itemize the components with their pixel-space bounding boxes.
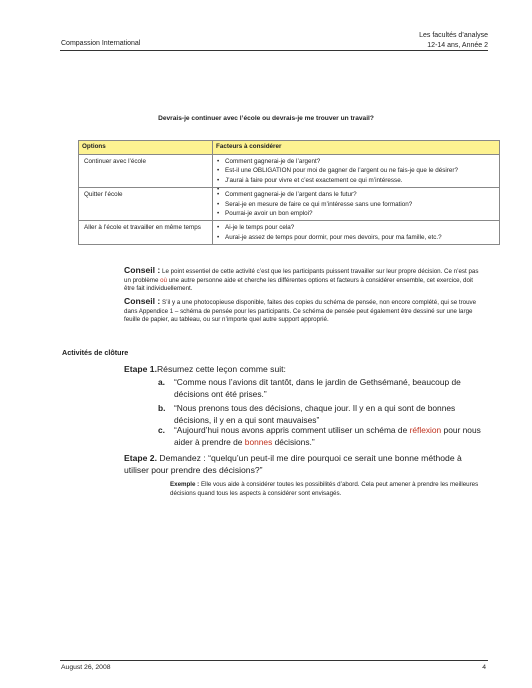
page-number: 4: [482, 664, 486, 671]
table-row: [79, 155, 500, 188]
example-paragraph: [170, 481, 490, 498]
table-row: [79, 188, 500, 221]
header-title-line2: 12-14 ans, Année 2: [427, 41, 488, 49]
tip-paragraph: [124, 266, 484, 294]
tip-text: une autre personne aide et cherche les différentes options et facteurs à considérer ensemble, cet exercice, doit être fait individuellement.: [124, 276, 474, 293]
step-text: Demandez : “quelqu’un peut-il me dire pourquoi ce serait une bonne méthode à utiliser pour prendre des décisions?”: [124, 453, 462, 476]
step-label: Etape 2.: [124, 453, 157, 463]
table-row: [79, 221, 500, 245]
option-cell: Continuer avec l’école: [79, 155, 213, 188]
step-2: [124, 452, 484, 477]
factor-item: • Pourrai-je avoir un bon emploi?: [216, 209, 496, 218]
list-item-text: “Aujourd’hui nous avons appris comment utiliser un schéma de réflexion pour nous aider à prendre de bonnes décisions.”: [174, 425, 481, 448]
list-item-text: “Nous prenons tous des décisions, chaque jour. Il y en a qui sont de bonnes décisions, il y en a qui sont mauvaises”: [174, 403, 456, 426]
options-table: [78, 140, 500, 245]
section-title: Activités de clôture: [62, 348, 129, 357]
header-organization: Compassion International: [61, 40, 141, 47]
factor-item: • J’aurai à faire pour vivre et c’est exactement ce qui m’intéresse.: [216, 176, 496, 185]
factor-item: • Ai-je le temps pour cela?: [216, 223, 496, 232]
example-text: Elle vous aide à considérer toutes les possibilités d’abord. Cela peut amener à prendre les meilleures décisions quand tous les aspects à considérer sont envisagés.: [170, 481, 479, 497]
list-item: [158, 376, 484, 401]
header-title-line1: Les facultés d’analyse: [419, 32, 488, 39]
list-item-letter: a.: [158, 377, 165, 387]
tip-label: Conseil :: [124, 265, 161, 275]
footer-date: August 26, 2008: [61, 664, 111, 671]
highlight-word: bonnes: [244, 437, 273, 448]
header-rule: [60, 50, 488, 51]
option-cell: Quitter l’école: [79, 188, 213, 221]
factors-cell: [213, 155, 500, 188]
header-title: [419, 31, 488, 50]
highlight-word: réflexion: [409, 425, 442, 435]
footer-rule: [60, 660, 488, 661]
list-item-letter: c.: [158, 425, 165, 435]
list-item-text: “Comme nous l’avions dit tantôt, dans le jardin de Gethsémané, beaucoup de décisions ont été prises.”: [174, 377, 461, 400]
column-header-factors: Facteurs à considérer: [213, 141, 500, 155]
factors-cell: [213, 188, 500, 221]
table-header-row: [79, 141, 500, 155]
example-label: Exemple :: [170, 481, 200, 488]
step-label: Etape 1.: [124, 364, 157, 374]
factor-item: • Comment gagnerai-je de l’argent dans le futur?: [216, 190, 496, 199]
factor-item: • Est-il une OBLIGATION pour moi de gagner de l’argent ou ne fais-je que le désirer?: [216, 166, 496, 175]
list-item: [158, 424, 484, 449]
factor-item: • Aurai-je assez de temps pour dormir, pour mes devoirs, pour ma famille, etc.?: [216, 233, 496, 242]
document-title: Devrais-je continuer avec l’école ou devrais-je me trouver un travail?: [158, 115, 374, 122]
column-header-options: Options: [79, 141, 213, 155]
tip-text: Le point essentiel de cette activité c’est que les participants puissent travailler sur leur propre décision. Ce n’est pas un problème: [124, 268, 479, 284]
tip-paragraph: [124, 297, 484, 325]
option-cell: Aller à l’école et travailler en même temps: [79, 221, 213, 245]
step-1: [124, 364, 286, 374]
list-item-letter: b.: [158, 403, 166, 413]
tip-label: Conseil :: [124, 296, 161, 306]
tip-text-highlight: où: [160, 276, 168, 284]
factor-item: • Comment gagnerai-je de l’argent?: [216, 157, 496, 166]
tip-text: S’il y a une photocopieuse disponible, faites des copies du schéma de pensée, non encore complété, qui se trouve dans Appendice 1 – schéma de pensée pour les participants. Ce schéma de pensée peut également être dessiné sur une large feuille de papier, au tableau, ou sur n’importe quel autre support approprié.: [124, 299, 477, 324]
factors-cell: [213, 221, 500, 245]
list-item: [158, 402, 484, 427]
step-text: Résumez cette leçon comme suit:: [156, 364, 286, 374]
factor-item: • Serai-je en mesure de faire ce qui m’intéresse sans une formation?: [216, 200, 496, 209]
